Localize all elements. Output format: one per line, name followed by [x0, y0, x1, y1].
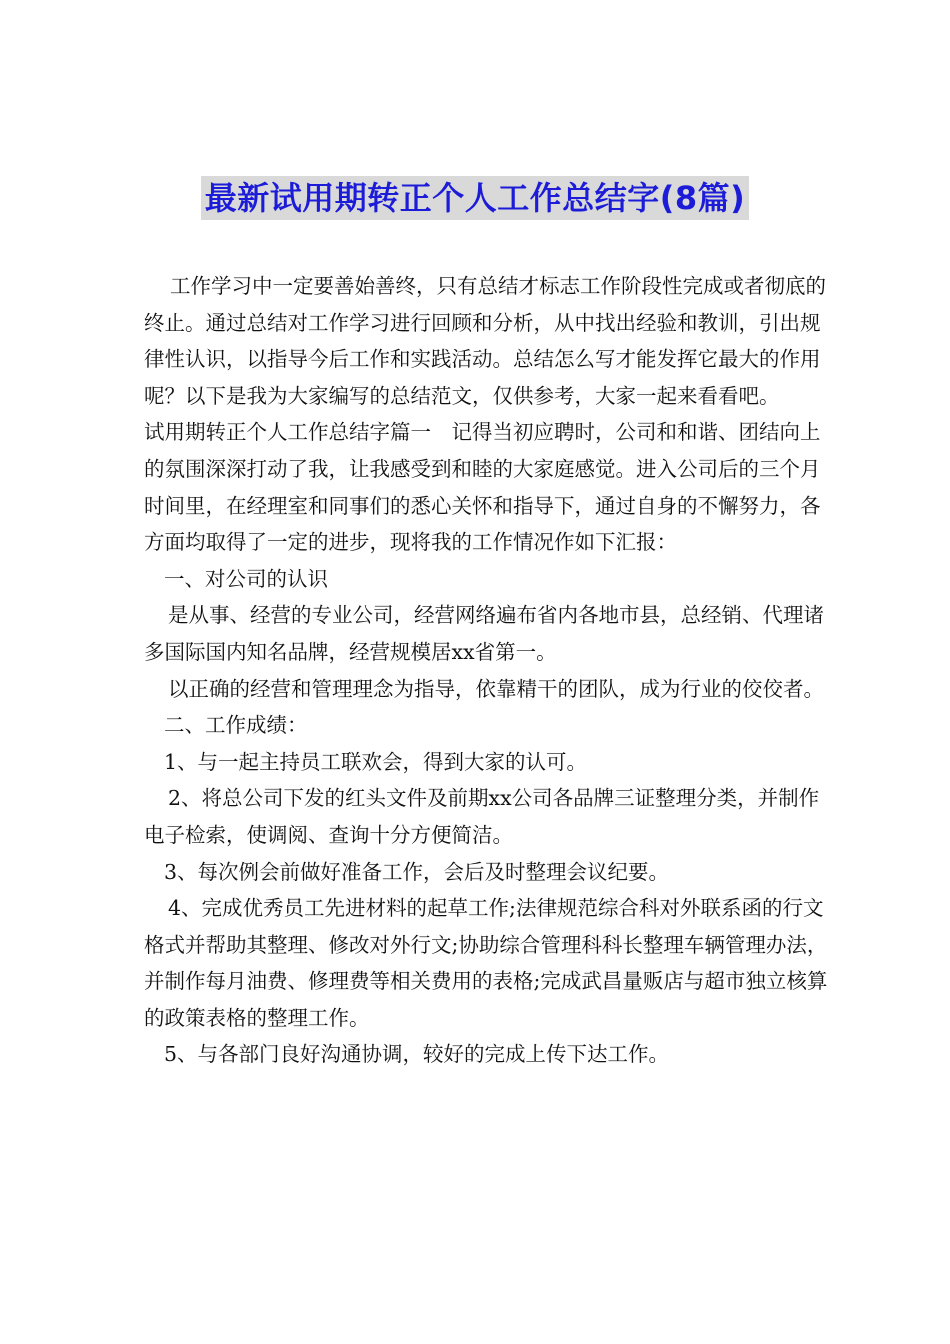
achievement-item-4: 4、完成优秀员工先进材料的起草工作;法律规范综合科对外联系函的行文格式并帮助其整理、修改对外行文;协助综合管理科科长整理车辆管理办法，并制作每月油费、修理费等相关费用的表格;完成武昌量贩店与超市独立核算的政策表格的整理工作。 [144, 896, 828, 1030]
company-philosophy-paragraph: 以正确的经营和管理理念为指导，依靠精干的团队，成为行业的佼佼者。 [168, 676, 824, 701]
document-title: 最新试用期转正个人工作总结字(8篇) [201, 176, 750, 220]
document-body [144, 268, 834, 1073]
heading-company-understanding: 一、对公司的认识 [164, 566, 328, 591]
intro-paragraph: 工作学习中一定要善始善终，只有总结才标志工作阶段性完成或者彻底的终止。通过总结对工作学习进行回顾和分析，从中找出经验和教训，引出规律性认识，以指导今后工作和实践活动。总结怎么写才能发挥它最大的作用呢？以下是我为大家编写的总结范文，仅供参考，大家一起来看看吧。 [144, 274, 826, 408]
company-description-paragraph: 是从事、经营的专业公司，经营网络遍布省内各地市县，总经销、代理诸多国际国内知名品牌，经营规模居xx省第一。 [144, 603, 824, 664]
title-container [0, 176, 950, 220]
section-one-paragraph: 试用期转正个人工作总结字篇一 记得当初应聘时，公司和和谐、团结向上的氛围深深打动了我，让我感受到和睦的大家庭感觉。进入公司后的三个月时间里，在经理室和同事们的悉心关怀和指导下，通过自身的不懈努力，各方面均取得了一定的进步，现将我的工作情况作如下汇报： [144, 420, 821, 555]
heading-work-achievements: 二、工作成绩： [164, 713, 308, 738]
achievement-item-1: 1、与一起主持员工联欢会，得到大家的认可。 [164, 749, 588, 774]
achievement-item-3: 3、每次例会前做好准备工作，会后及时整理会议纪要。 [164, 859, 670, 884]
achievement-item-2: 2、将总公司下发的红头文件及前期xx公司各品牌三证整理分类，并制作电子检索，使调阅、查询十分方便简洁。 [144, 786, 820, 847]
achievement-item-5: 5、与各部门良好沟通协调，较好的完成上传下达工作。 [164, 1042, 670, 1067]
